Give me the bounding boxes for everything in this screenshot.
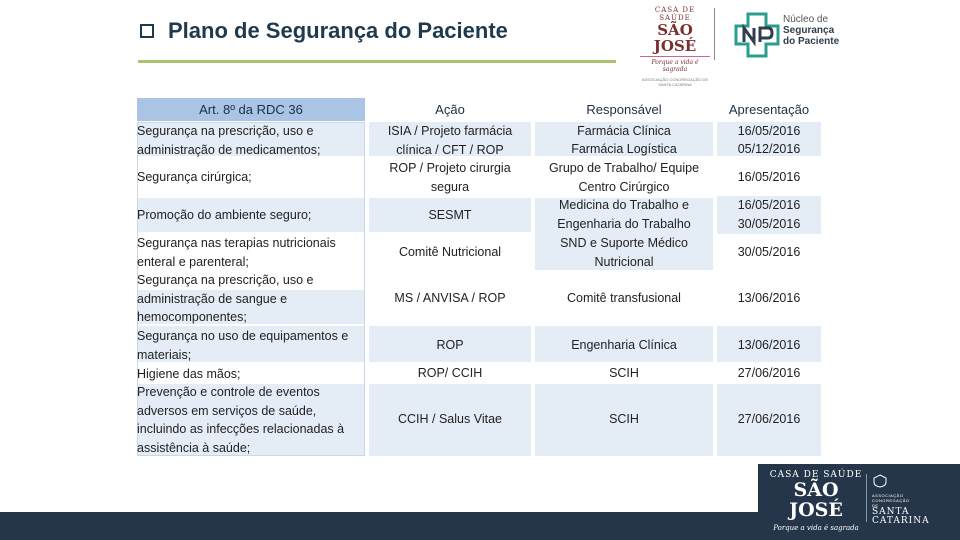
table-cell: Engenharia Clínica [571, 338, 677, 352]
slide-title-text: Plano de Segurança do Paciente [168, 18, 508, 43]
crest-icon [872, 474, 888, 488]
logo-tagline: Porque a vida é sagrada [640, 56, 710, 73]
table-cell: 30/05/2016 [737, 217, 801, 231]
table-cell: Farmácia Logística [571, 142, 677, 156]
table-cell: Segurança cirúrgica; [137, 170, 252, 184]
table-cell: 05/12/2016 [737, 142, 801, 156]
table-cell: ROP/ CCIH [417, 366, 483, 380]
table-cell: Grupo de Trabalho/ Equipe Centro Cirúrgico [548, 161, 700, 194]
table-cell: SCIH [609, 412, 639, 426]
header-apresentacao: Apresentação [728, 102, 810, 117]
association-logo [872, 474, 952, 526]
logo-line1: CASA DE SAÚDE [654, 6, 696, 22]
nsp-line2: Segurança [783, 25, 835, 36]
table-cell: ISIA / Projeto farmácia clínica / CFT / ROP [387, 124, 513, 157]
table-cell: Farmácia Clínica [577, 124, 671, 138]
table-cell: 13/06/2016 [737, 291, 801, 305]
nsp-logo-text [783, 14, 839, 47]
slide-title [140, 18, 508, 44]
assoc-small2: CONGREGAÇÃO [872, 498, 910, 503]
footer-separator [866, 474, 867, 522]
table-cell: 27/06/2016 [737, 366, 801, 380]
table-cell: SESMT [428, 208, 472, 222]
nsp-line1: Núcleo de [783, 14, 829, 25]
assoc-small3: DE [872, 503, 879, 508]
nsp-line3: do Paciente [783, 36, 840, 47]
table-cell: 16/05/2016 [737, 198, 801, 212]
table-cell: SND e Suporte Médico Nutricional [560, 236, 688, 269]
table-cell: 30/05/2016 [737, 245, 801, 259]
table-cell: Segurança na prescrição, uso e administração de medicamentos; [137, 124, 321, 157]
table-cell: Promoção do ambiente seguro; [137, 208, 312, 222]
table-cell: Segurança na prescrição, uso e administração de sangue e hemocomponentes; [137, 273, 314, 324]
table-cell: Higiene das mãos; [137, 367, 241, 381]
table-cell: Segurança nas terapias nutricionais enteral e parenteral; [137, 236, 336, 269]
header-responsavel: Responsável [586, 102, 662, 117]
table-cell: 27/06/2016 [737, 412, 801, 426]
footer-logo-line2: SÃO JOSÉ [789, 479, 843, 521]
checkbox-bullet-icon [140, 24, 154, 38]
table-cell: Prevenção e controle de eventos adversos em serviços de saúde, incluindo as infecções relacionadas à assistência à saúde; [137, 385, 345, 455]
table-cell: ROP [436, 338, 464, 352]
header-acao: Ação [435, 102, 465, 117]
table-cell: ROP / Projeto cirurgia segura [389, 161, 511, 194]
header-art8: Art. 8º da RDC 36 [199, 102, 303, 117]
footer-logo-tagline: Porque a vida é sagrada [773, 524, 859, 532]
footer-logo-line1: CASA DE SAÚDE [769, 470, 863, 480]
footer-logo [768, 470, 864, 532]
table-cell: Segurança no uso de equipamentos e materiais; [137, 329, 349, 362]
logo-line2: SÃO JOSÉ [653, 21, 697, 55]
nsp-logo-icon [734, 12, 780, 58]
table-cell: 16/05/2016 [737, 170, 801, 184]
logo-separator [714, 8, 715, 60]
table-cell: 16/05/2016 [737, 124, 801, 138]
table-cell: Comitê Nutricional [398, 245, 502, 259]
assoc-small1: ASSOCIAÇÃO [872, 493, 904, 498]
table-cell: Comitê transfusional [567, 291, 681, 305]
casa-de-saude-logo [640, 6, 710, 87]
title-underline [138, 60, 616, 63]
table-cell: Medicina do Trabalho e Engenharia do Trabalho [557, 198, 691, 231]
assoc-big1: SANTA [872, 507, 910, 517]
table-cell: MS / ANVISA / ROP [394, 291, 506, 305]
table-cell: CCIH / Salus Vitae [398, 412, 502, 426]
table-cell: SCIH [609, 366, 639, 380]
assoc-big2: CATARINA [872, 516, 930, 526]
logo-small: ASSOCIAÇÃO CONGREGAÇÃO DE SANTA CATARINA [641, 77, 709, 87]
table-cell: 13/06/2016 [737, 338, 801, 352]
